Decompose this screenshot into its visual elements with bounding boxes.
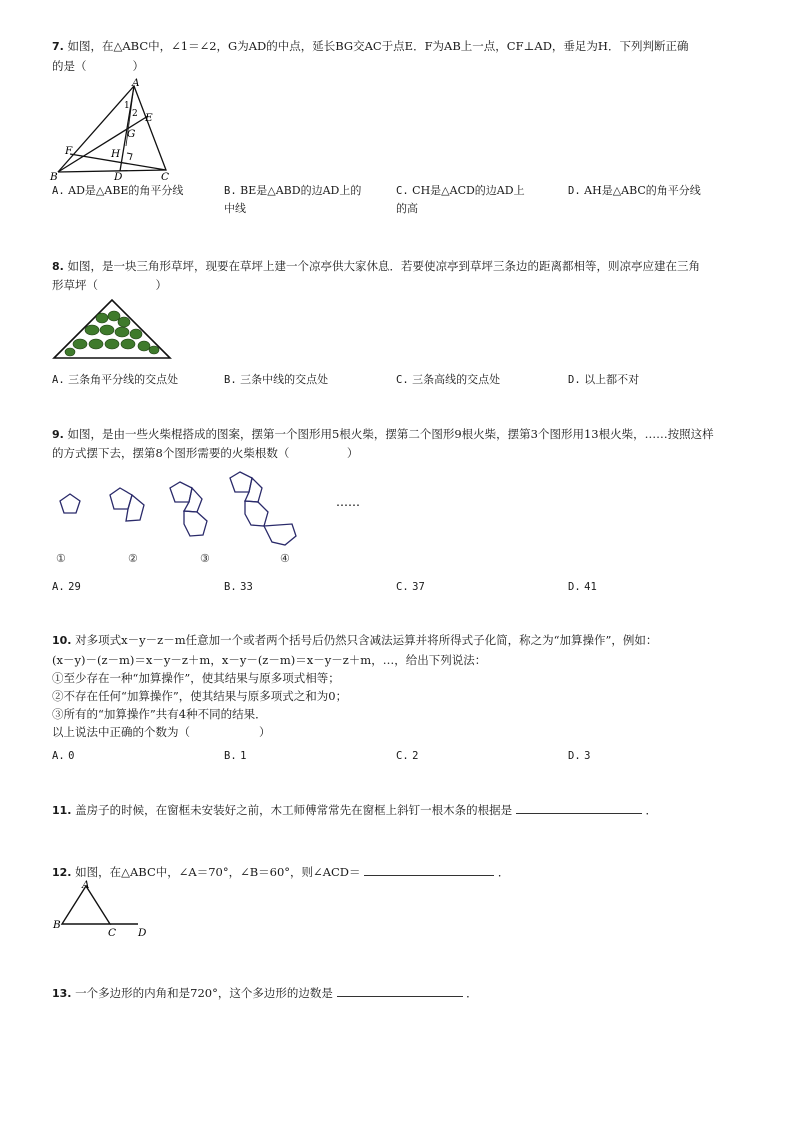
q7-label-C: C bbox=[161, 171, 170, 182]
q12-number: 12. bbox=[52, 866, 72, 879]
q7-option-b-letter: B. bbox=[224, 185, 237, 197]
q8-option-a[interactable] bbox=[52, 371, 178, 389]
q9-label-3: ③ bbox=[200, 552, 210, 565]
q11-period: ． bbox=[645, 803, 657, 817]
q8-option-d[interactable] bbox=[568, 371, 639, 389]
q9-option-d[interactable] bbox=[568, 578, 597, 596]
q9-figure1-pentagon bbox=[60, 494, 80, 513]
q8-stem bbox=[52, 256, 700, 277]
q9-text-line1: 如图，是由一些火柴棍搭成的图案，摆第一个图形用5根火柴，摆第二个图形9根火柴，摆第3个图形用13根火柴，……按照这样 bbox=[67, 427, 714, 441]
q9-number: 9. bbox=[52, 428, 64, 441]
q8-option-d-letter: D. bbox=[568, 374, 581, 386]
q7-option-a[interactable] bbox=[52, 182, 217, 200]
q10-option-c[interactable] bbox=[396, 747, 418, 765]
q7-label-H: H bbox=[111, 148, 121, 160]
q7-label-angle1: 1 bbox=[124, 101, 130, 111]
q9-option-d-text: 41 bbox=[584, 581, 597, 593]
q8-option-c-text: 三条高线的交点处 bbox=[412, 373, 501, 386]
q11-text: 盖房子的时候，在窗框未安装好之前，木工师傅常常先在窗框上斜钉一根木条的根据是 bbox=[75, 803, 513, 817]
q8-text-line1: 如图，是一块三角形草坪，现要在草坪上建一个凉亭供大家休息．若要使凉亭到草坪三条边的距离都相等，则凉亭应建在三角 bbox=[67, 259, 700, 273]
q8-text-line2: 形草坪（ ） bbox=[52, 278, 167, 292]
q8-option-a-text: 三条角平分线的交点处 bbox=[68, 373, 179, 386]
q12-triangle-figure bbox=[52, 876, 162, 938]
q7-option-c-letter: C. bbox=[396, 185, 409, 197]
q7-label-A: A bbox=[132, 78, 140, 89]
q8-option-a-letter: A. bbox=[52, 374, 65, 386]
q10-option-d-text: 3 bbox=[584, 750, 591, 762]
q9-option-a-text: 29 bbox=[68, 581, 81, 593]
q12-label-B: B bbox=[53, 919, 61, 931]
q10-text-line1: 对多项式x－y－z－m任意加一个或者两个括号后仍然只含减法运算并将所得式子化简，称之为“加算操作”，例如： bbox=[75, 633, 658, 647]
q8-option-b-text: 三条中线的交点处 bbox=[240, 373, 329, 386]
q10-option-c-letter: C. bbox=[396, 750, 409, 762]
q10-option-b[interactable] bbox=[224, 747, 246, 765]
q7-option-d-letter: D. bbox=[568, 185, 581, 197]
q7-label-D: D bbox=[114, 171, 123, 182]
q7-label-B: B bbox=[50, 171, 58, 182]
q9-option-d-letter: D. bbox=[568, 581, 581, 593]
q10-option-d-letter: D. bbox=[568, 750, 581, 762]
q12-label-C: C bbox=[108, 927, 117, 938]
q7-number: 7. bbox=[52, 40, 64, 53]
q11-number: 11. bbox=[52, 804, 72, 817]
q7-option-b-text: BE是△ABD的边AD上的 bbox=[240, 184, 362, 197]
q8-option-b[interactable] bbox=[224, 371, 328, 389]
q9-option-a-letter: A. bbox=[52, 581, 65, 593]
q9-option-b-text: 33 bbox=[240, 581, 253, 593]
q9-option-c[interactable] bbox=[396, 578, 425, 596]
q10-number: 10. bbox=[52, 634, 72, 647]
q10-option-d[interactable] bbox=[568, 747, 590, 765]
q13-answer-blank[interactable] bbox=[337, 983, 463, 997]
q11-answer-blank[interactable] bbox=[516, 800, 642, 814]
q8-option-b-letter: B. bbox=[224, 374, 237, 386]
q7-option-c-text-cont: 的高 bbox=[396, 202, 418, 215]
q10-stem bbox=[52, 630, 657, 651]
q7-option-d[interactable] bbox=[568, 182, 748, 200]
q10-option-a-text: 0 bbox=[68, 750, 75, 762]
q7-option-d-text: AH是△ABC的角平分线 bbox=[584, 184, 701, 197]
q9-text-line2: 的方式摆下去，摆第8个图形需要的火柴根数（ ） bbox=[52, 446, 359, 460]
q7-label-G: G bbox=[127, 128, 136, 140]
q10-statement-2: ②不存在任何“加算操作”，使其结果与原多项式之和为0； bbox=[52, 689, 348, 703]
q11-stem bbox=[52, 800, 657, 821]
q7-triangle-figure bbox=[48, 78, 178, 182]
q7-option-c[interactable] bbox=[396, 182, 561, 217]
q12-period: ． bbox=[497, 865, 510, 879]
q8-option-c[interactable] bbox=[396, 371, 500, 389]
q9-stem bbox=[52, 424, 714, 445]
q9-option-a[interactable] bbox=[52, 578, 81, 596]
q10-text-question: 以上说法中正确的个数为（ ） bbox=[52, 725, 271, 739]
q10-option-a-letter: A. bbox=[52, 750, 65, 762]
q12-answer-blank[interactable] bbox=[364, 862, 494, 876]
q9-option-c-letter: C. bbox=[396, 581, 409, 593]
q9-label-4: ④ bbox=[280, 552, 290, 565]
q7-option-a-letter: A. bbox=[52, 185, 65, 197]
q9-label-1: ① bbox=[56, 552, 66, 565]
q8-option-c-letter: C. bbox=[396, 374, 409, 386]
q7-label-F: F bbox=[65, 145, 73, 157]
q13-period: ． bbox=[466, 986, 478, 1000]
q10-statement-1: ①至少存在一种“加算操作”，使其结果与原多项式相等； bbox=[52, 671, 340, 685]
q7-option-b[interactable] bbox=[224, 182, 394, 217]
q13-stem bbox=[52, 983, 478, 1004]
q7-option-b-text-cont: 中线 bbox=[224, 202, 246, 215]
q10-option-b-letter: B. bbox=[224, 750, 237, 762]
q9-option-b[interactable] bbox=[224, 578, 253, 596]
q8-number: 8. bbox=[52, 260, 64, 273]
q7-text-line1: 如图，在△ABC中，∠1＝∠2，G为AD的中点，延长BG交AC于点E．F为AB上一点，CF⊥AD，垂足为H．下列判断正确 bbox=[67, 39, 689, 53]
q7-label-angle2: 2 bbox=[132, 109, 138, 119]
q10-text-line2: (x－y)－(z－m)＝x－y－z＋m，x－y－(z－m)＝x－y－z＋m，…，给出下列说法： bbox=[52, 653, 487, 667]
q7-option-a-text: AD是△ABE的角平分线 bbox=[68, 184, 184, 197]
q7-stem bbox=[52, 36, 688, 57]
q8-grass-triangle-figure bbox=[52, 296, 174, 362]
q13-number: 13. bbox=[52, 987, 72, 1000]
q10-option-c-text: 2 bbox=[412, 750, 419, 762]
q10-option-a[interactable] bbox=[52, 747, 74, 765]
q7-text-line2: 的是（ ） bbox=[52, 59, 144, 73]
q9-label-2: ② bbox=[128, 552, 138, 565]
q9-pentagon-figures bbox=[52, 466, 372, 546]
q12-text: 如图，在△ABC中，∠A＝70°，∠B＝60°，则∠ACD＝ bbox=[75, 865, 361, 879]
q8-option-d-text: 以上都不对 bbox=[584, 373, 640, 386]
q9-ellipsis: …… bbox=[336, 495, 360, 509]
q10-statement-3: ③所有的“加算操作”共有4种不同的结果． bbox=[52, 707, 267, 721]
q12-label-A: A bbox=[82, 879, 90, 891]
q13-text: 一个多边形的内角和是720°，这个多边形的边数是 bbox=[75, 986, 333, 1000]
q10-option-b-text: 1 bbox=[240, 750, 247, 762]
q7-option-c-text: CH是△ACD的边AD上 bbox=[412, 184, 525, 197]
q12-label-D: D bbox=[138, 927, 147, 938]
q9-option-b-letter: B. bbox=[224, 581, 237, 593]
q7-label-E: E bbox=[145, 112, 153, 124]
q9-option-c-text: 37 bbox=[412, 581, 425, 593]
